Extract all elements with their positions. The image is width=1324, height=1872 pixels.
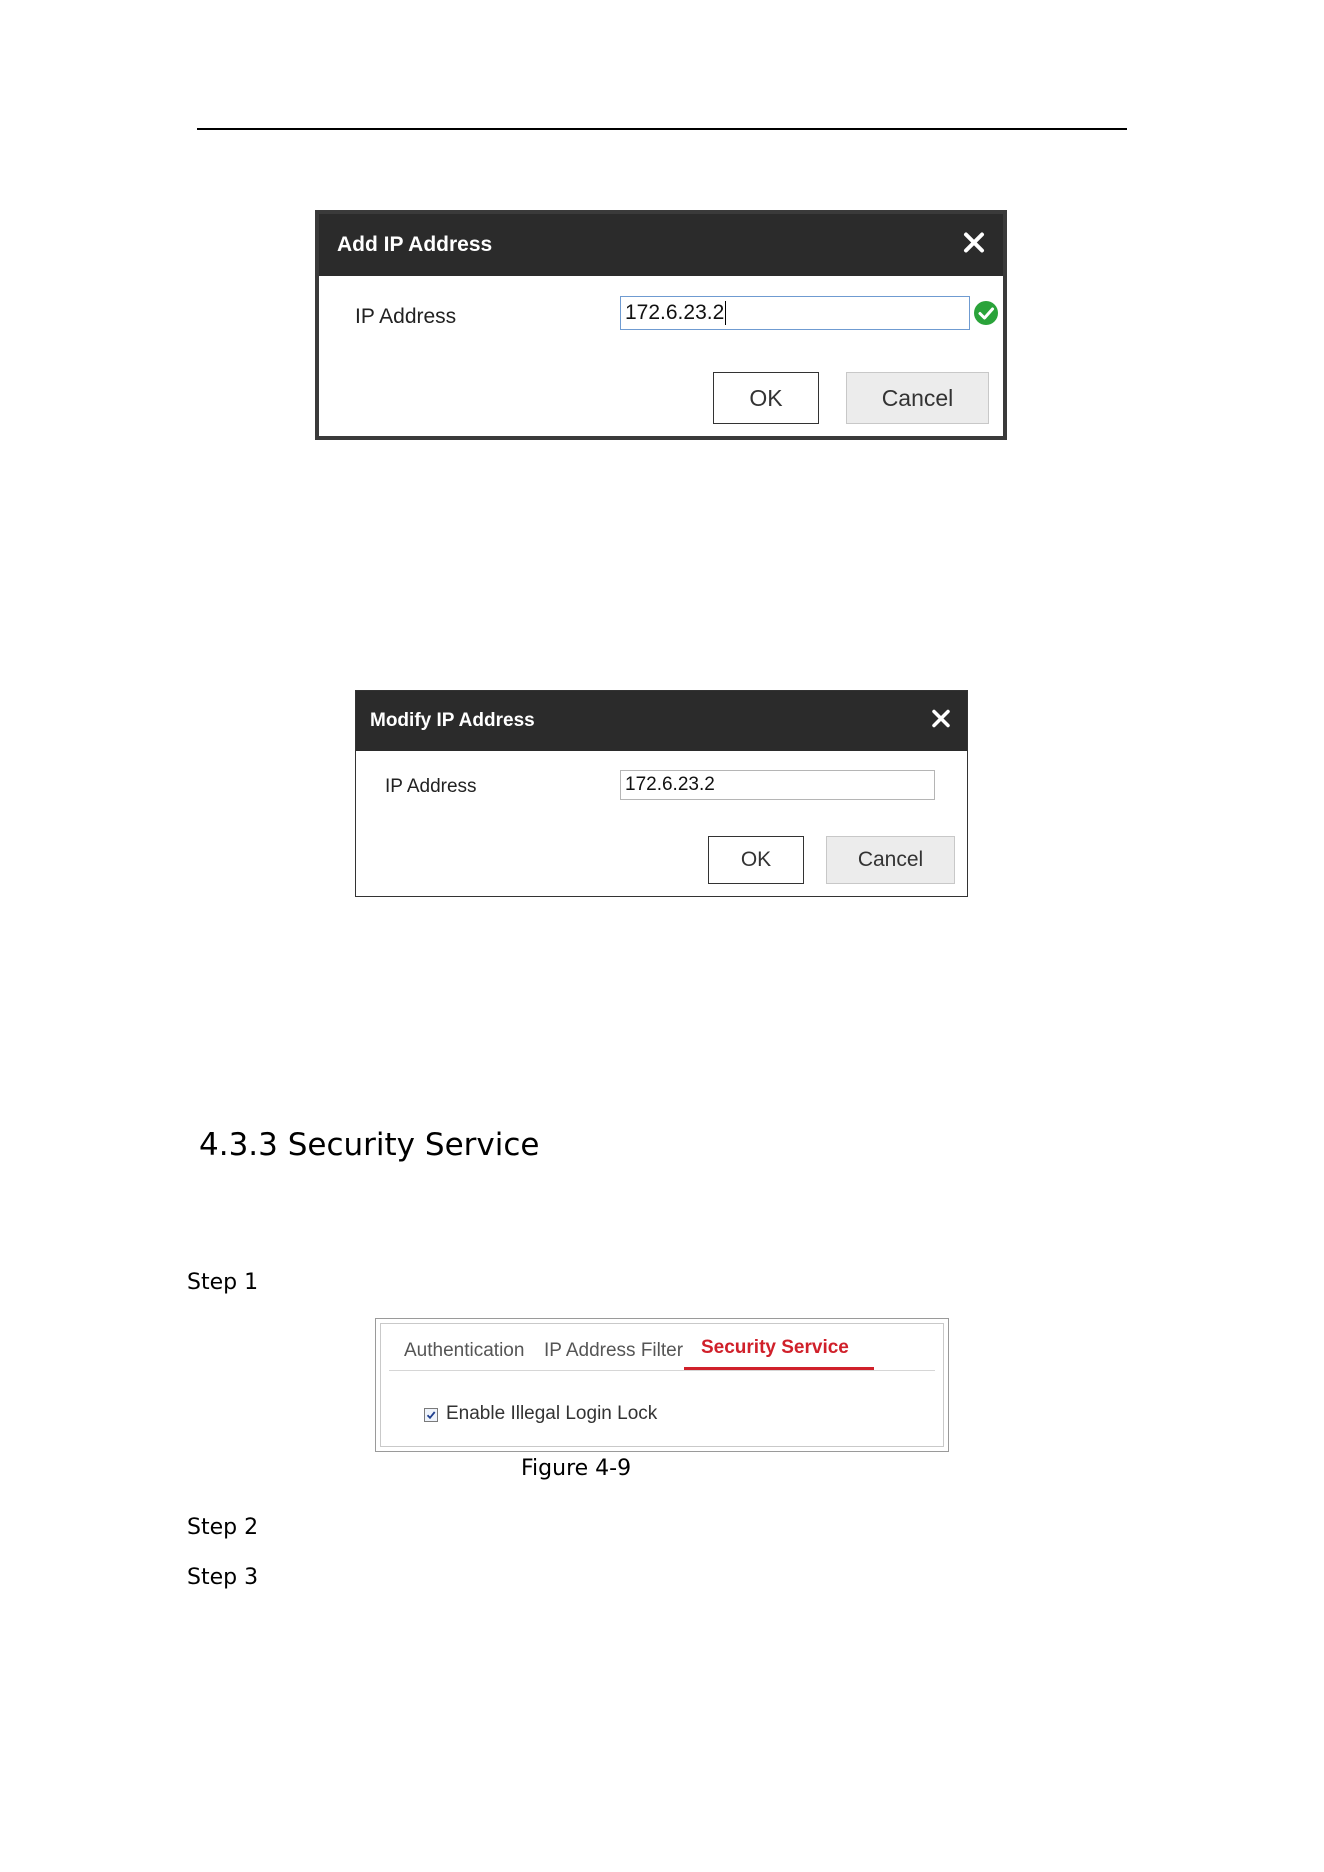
text-cursor <box>725 301 726 325</box>
ok-button[interactable]: OK <box>708 836 804 884</box>
section-heading: 4.3.3 Security Service <box>199 1127 540 1163</box>
cancel-button[interactable]: Cancel <box>826 836 955 884</box>
ip-address-label: IP Address <box>355 305 457 328</box>
security-settings-panel <box>375 1318 949 1452</box>
step-3-label: Step 3 <box>187 1565 259 1590</box>
ok-button[interactable]: OK <box>713 372 819 424</box>
cancel-button[interactable]: Cancel <box>846 372 989 424</box>
dialog-title-bar <box>319 214 1003 276</box>
tab-ip-address-filter[interactable]: IP Address Filter <box>544 1340 684 1361</box>
step-1-label: Step 1 <box>187 1270 259 1295</box>
add-ip-address-dialog <box>315 210 1007 440</box>
tab-divider <box>389 1370 935 1371</box>
close-icon[interactable] <box>931 709 951 734</box>
dialog-title: Add IP Address <box>337 233 493 256</box>
illegal-login-lock-checkbox[interactable] <box>424 1408 438 1422</box>
ip-address-input[interactable] <box>620 296 970 330</box>
ip-address-input[interactable] <box>620 770 935 800</box>
illegal-login-lock-label: Enable Illegal Login Lock <box>446 1403 658 1424</box>
active-tab-indicator <box>684 1367 874 1370</box>
step-2-label: Step 2 <box>187 1515 259 1540</box>
ip-address-value: 172.6.23.2 <box>625 301 725 324</box>
page-header-rule <box>197 128 1127 130</box>
ip-address-value: 172.6.23.2 <box>625 774 715 795</box>
dialog-title-bar <box>356 691 967 751</box>
tab-authentication[interactable]: Authentication <box>404 1340 525 1361</box>
ip-address-label: IP Address <box>385 776 477 797</box>
valid-check-icon <box>973 300 999 331</box>
modify-ip-address-dialog <box>355 690 968 897</box>
close-icon[interactable] <box>963 232 985 259</box>
checkmark-icon <box>426 1410 436 1420</box>
panel-inner-frame <box>380 1323 944 1447</box>
tab-security-service[interactable]: Security Service <box>701 1337 849 1358</box>
dialog-title: Modify IP Address <box>370 710 535 731</box>
figure-caption: Figure 4-9 <box>521 1456 632 1481</box>
